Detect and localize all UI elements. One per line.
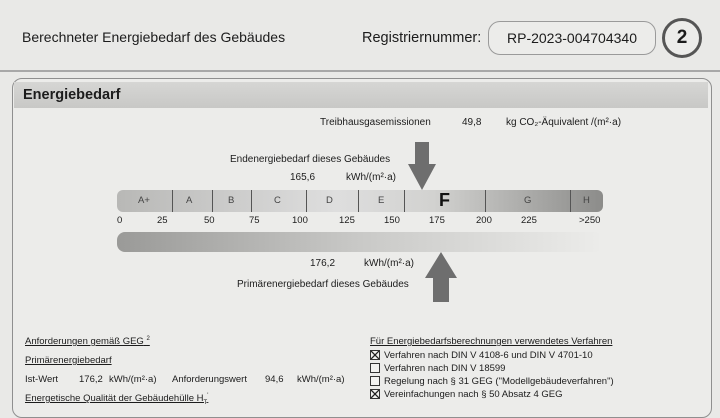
page-number: 2 bbox=[676, 27, 688, 48]
header-divider bbox=[0, 70, 720, 72]
checkmark-x-icon bbox=[371, 390, 379, 398]
class-label-f-highlight: F bbox=[439, 190, 450, 210]
requirements-title-sup: 2 bbox=[146, 336, 150, 342]
scale-tick: 50 bbox=[204, 215, 215, 226]
envelope-quality-sub: T bbox=[203, 400, 208, 407]
scale-divider bbox=[251, 190, 252, 212]
primary-energy-unit: kWh/(m²·a) bbox=[364, 258, 414, 269]
scale-tick: 0 bbox=[117, 215, 123, 226]
requirement-value: 94,6 bbox=[265, 374, 284, 385]
ist-unit: kWh/(m²·a) bbox=[109, 374, 157, 385]
emissions-unit: kg CO₂-Äquivalent /(m²·a) bbox=[506, 117, 622, 128]
primary-energy-req-title: Primärenergiebedarf bbox=[25, 355, 112, 366]
section-title: Energiebedarf bbox=[23, 87, 121, 103]
scale-divider bbox=[358, 190, 359, 212]
primary-energy-arrow bbox=[425, 252, 457, 302]
scale-divider bbox=[212, 190, 213, 212]
scale-tick: 225 bbox=[521, 215, 537, 226]
primary-energy-bar bbox=[117, 232, 603, 252]
end-energy-value: 165,6 bbox=[290, 172, 316, 183]
end-energy-unit: kWh/(m²·a) bbox=[346, 172, 396, 183]
scale-divider bbox=[485, 190, 486, 212]
envelope-quality-sup: ' bbox=[207, 393, 209, 399]
requirement-label: Anforderungswert bbox=[172, 374, 247, 385]
class-label-e: E bbox=[378, 195, 385, 206]
method-label-din-18599: Verfahren nach DIN V 18599 bbox=[384, 363, 506, 374]
primary-energy-label: Primärenergiebedarf dieses Gebäudes bbox=[237, 279, 409, 290]
end-energy-arrow bbox=[408, 142, 436, 190]
method-label-din-4108: Verfahren nach DIN V 4108-6 und DIN V 4701-10 bbox=[384, 350, 593, 361]
scale-tick: 150 bbox=[384, 215, 400, 226]
scale-tick: 125 bbox=[339, 215, 355, 226]
ist-label: Ist-Wert bbox=[25, 374, 59, 385]
scale-divider bbox=[172, 190, 173, 212]
document-title: Berechneter Energiebedarf des Gebäudes bbox=[22, 29, 286, 45]
requirements-title-text: Anforderungen gemäß GEG bbox=[25, 336, 144, 348]
registration-number: RP-2023-004704340 bbox=[507, 30, 637, 46]
end-energy-label: Endenergiebedarf dieses Gebäudes bbox=[230, 154, 391, 165]
class-label-d: D bbox=[326, 195, 333, 206]
scale-tick: 200 bbox=[476, 215, 492, 226]
scale-tick: 75 bbox=[249, 215, 260, 226]
envelope-quality-title bbox=[25, 393, 208, 406]
scale-tick: 175 bbox=[429, 215, 445, 226]
methods-title: Für Energiebedarfsberechnungen verwendetes Verfahren bbox=[370, 336, 613, 347]
method-checkbox-din-4108[interactable] bbox=[370, 350, 380, 360]
method-checkbox-vereinfachungen[interactable] bbox=[370, 389, 380, 399]
scale-tick: >250 bbox=[579, 215, 601, 226]
class-label-h: H bbox=[583, 195, 590, 206]
requirement-unit: kWh/(m²·a) bbox=[297, 374, 345, 385]
scale-divider bbox=[306, 190, 307, 212]
class-label-g: G bbox=[524, 195, 532, 206]
emissions-label: Treibhausgasemissionen bbox=[320, 117, 431, 128]
class-label-b: B bbox=[228, 195, 235, 206]
emissions-value: 49,8 bbox=[462, 117, 482, 128]
method-label-vereinfachungen: Vereinfachungen nach § 50 Absatz 4 GEG bbox=[384, 389, 563, 400]
primary-energy-value: 176,2 bbox=[310, 258, 336, 269]
checkmark-x-icon bbox=[371, 351, 379, 359]
ist-value: 176,2 bbox=[79, 374, 103, 385]
page-number-badge bbox=[662, 18, 702, 58]
class-label-a-plus: A+ bbox=[138, 195, 150, 206]
method-checkbox-modellgebaeude[interactable] bbox=[370, 376, 380, 386]
scale-divider bbox=[570, 190, 571, 212]
scale-tick: 25 bbox=[157, 215, 168, 226]
requirements-title bbox=[25, 336, 150, 347]
class-label-c: C bbox=[274, 195, 281, 206]
method-label-modellgebaeude: Regelung nach § 31 GEG ("Modellgebäudeverfahren") bbox=[384, 376, 614, 387]
scale-tick: 100 bbox=[292, 215, 308, 226]
class-label-a: A bbox=[186, 195, 193, 206]
scale-divider bbox=[404, 190, 405, 212]
registration-label: Registriernummer: bbox=[362, 30, 482, 46]
method-checkbox-din-18599[interactable] bbox=[370, 363, 380, 373]
envelope-quality-text: Energetische Qualität der Gebäudehülle H bbox=[25, 393, 204, 405]
